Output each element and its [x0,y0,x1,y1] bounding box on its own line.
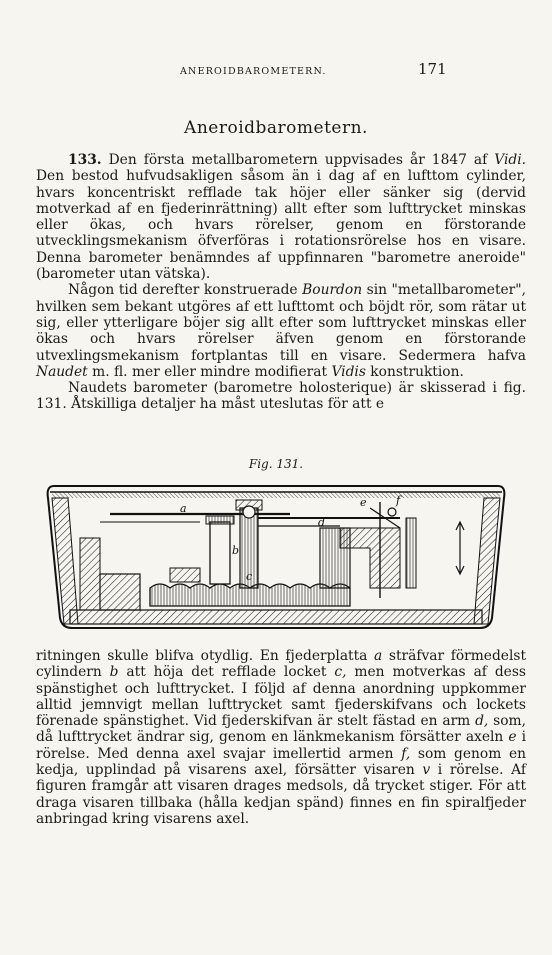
para2-text-b: sin "metallbarometer", hvilken sem bekant utgöres af ett lufttomt och böjdt rör, som rätar ut sig, eller ytterligare böjer sig allt efter som lufttrycket minskas eller ökas och hvars rörelser äfven genom en förstorande utvexlingsmekanism fortplantas till en visare. Sedermera hafva [36,282,526,364]
para1-text-a: Den första metallbarometern uppvisades år 1847 af [101,152,495,168]
label-f: f [396,494,401,507]
barometer-illustration [40,478,512,638]
para2-text-c: m. fl. mer eller mindre modifierat [87,363,332,380]
name-bourdon: Bourdon [302,282,363,299]
para4-text-4: men motverkas af dess spänstighet och lufttrycket. I följd af denna anordning uppkommer alltid jemnvigt mellan lufttrycket samt fjederskifvans och lockets förenade spänstighet. Vid fjederskifvan är stelt fästad en arm [36,664,526,730]
figure-caption: Fig. 131. [248,457,304,471]
paragraph-naudet: Naudets barometer (barometre holosterique) är skisserad i fig. 131. Åtskilliga detaljer ha måst uteslutas för att e [36,380,526,413]
para4-text-3: att höja det refflade locket [118,664,335,681]
para4-text-5: som, då lufttrycket ändrar sig, genom en länkmekanism försätter axeln [36,713,526,746]
name-vidis: Vidis [331,363,366,380]
base-plate [70,610,482,624]
para2-text-a: Någon tid derefter konstruerade [68,282,303,299]
para4-text-2: sträfvar förmedelst cylindern [36,648,527,681]
page-number: 171 [418,60,447,78]
var-a: a [374,648,383,664]
name-vidi: Vidi. [494,152,526,168]
body-text-top [36,152,526,413]
para4-text-1: ritningen skulle blifva otydlig. En fjederplatta [36,648,375,664]
figure-131-aneroid-mechanism [40,478,512,638]
var-e: e [508,729,517,746]
name-naudet: Naudet [36,363,88,380]
paragraph-133 [36,152,526,282]
paragraph-mechanism [36,648,526,827]
paragraph-bourdon [36,282,526,380]
para4-text-6: i rörelse. Med denna axel svajar imellertid armen [36,729,526,762]
var-f: f, [401,745,411,762]
var-d: d, [475,713,489,730]
para4-text-8: i rörelse. Af figuren framgår att visaren drages medsols, då trycket stiger. För att draga visaren tillbaka (hålla kedjan spänd) finnes en fin spiralfjeder anbringad kring visarens axel. [36,762,526,827]
var-c: c, [334,664,347,681]
section-title: Aneroidbarometern. [184,118,368,138]
section-number: 133. [68,152,102,168]
body-text-bottom [36,648,526,827]
label-b: b [232,544,240,557]
running-head: ANEROIDBAROMETERN. [180,66,327,77]
para1-text-b: Den bestod hufvudsakligen såsom än i dag af en lufttom cylinder, hvars koncentriskt refflade tak höjer eller sänker sig (dervid motverkad af en fjederinrättning) allt efter som lufttrycket minskas eller ökas, och hvars rörelser, genom en förstorande utvecklingsmekanism öfverföras i rotationsrörelse hos en visare. Denna barometer benämndes af uppfinnaren "barometre aneroide" (barometer utan vätska). [36,168,526,283]
para4-text-7: som genom en kedja, upplindad på visarens axel, försätter visaren [36,745,527,779]
para2-text-d: konstruktion. [365,363,464,380]
label-c: c [246,570,253,583]
label-e: e [360,496,367,509]
var-b: b [109,664,119,681]
label-d: d [318,516,326,529]
label-a: a [180,502,187,515]
cylinder-b [210,522,230,584]
var-v: v [422,762,431,779]
